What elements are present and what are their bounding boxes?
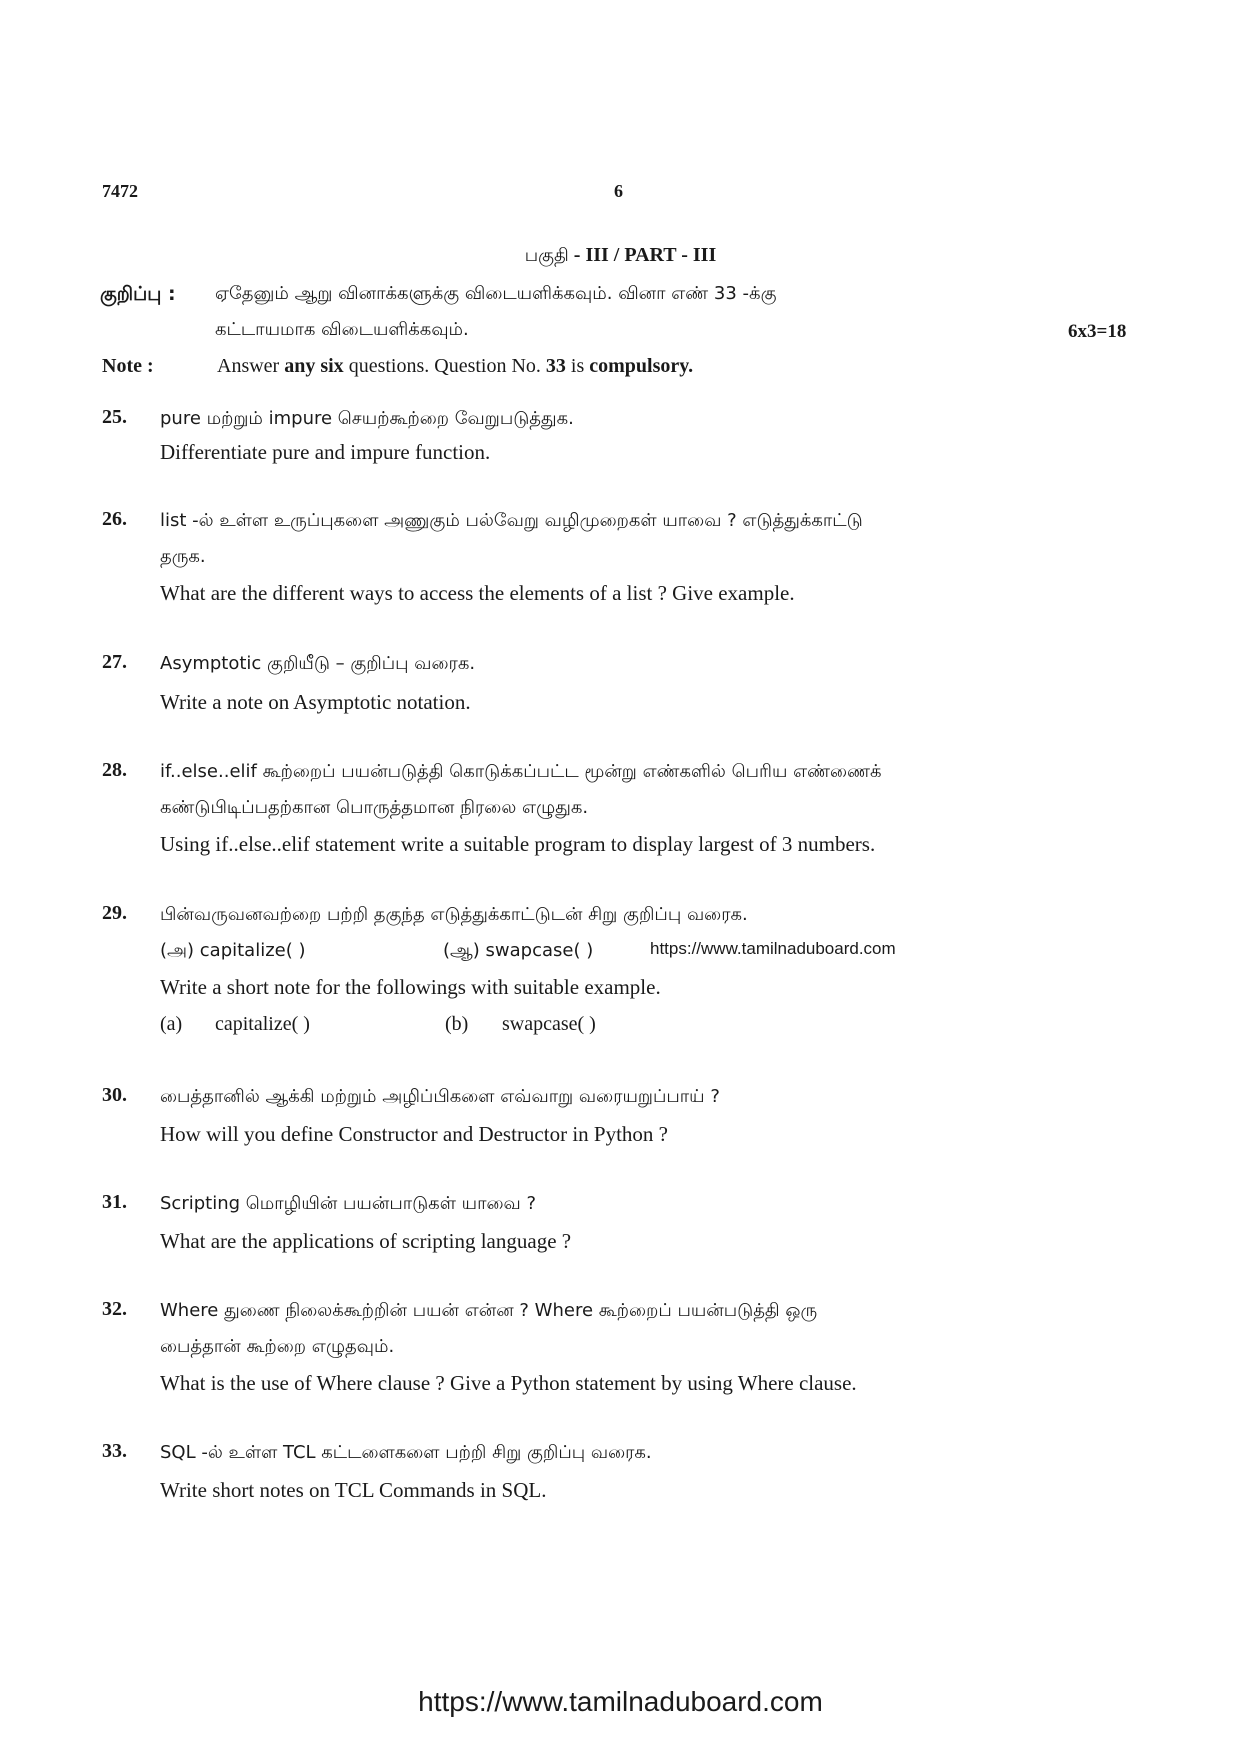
question-number: 26. — [102, 508, 127, 530]
page-number: 6 — [614, 181, 623, 201]
option-b-tamil: (ஆ) swapcase( ) — [443, 940, 594, 961]
question-number: 29. — [102, 902, 127, 924]
question-number: 31. — [102, 1191, 127, 1213]
question-tamil: Scripting மொழியின் பயன்பாடுகள் யாவை ? — [160, 1193, 537, 1214]
question-tamil: pure மற்றும் impure செயற்கூற்றை வேறுபடுத்துக. — [160, 408, 574, 429]
part-heading-english: - III / PART - III — [568, 244, 717, 266]
question-tamil: பைத்தானில் ஆக்கி மற்றும் அழிப்பிகளை எவ்வாறு வரையறுப்பாய் ? — [160, 1086, 720, 1107]
paper-code: 7472 — [102, 181, 138, 201]
option-a-text: capitalize( ) — [215, 1013, 310, 1035]
note-text-part: questions. Question No. — [343, 355, 546, 377]
question-tamil: SQL -ல் உள்ள TCL கட்டளைகளை பற்றி சிறு குறிப்பு வரைக. — [160, 1442, 652, 1463]
inline-url: https://www.tamilnaduboard.com — [650, 939, 896, 958]
question-tamil: தருக. — [160, 546, 206, 567]
instruction-tamil-line2: கட்டாயமாக விடையளிக்கவும். — [215, 319, 469, 340]
question-tamil: if..else..elif கூற்றைப் பயன்படுத்தி கொடுக்கப்பட்ட மூன்று எண்களில் பெரிய எண்ணைக் — [160, 761, 882, 782]
question-english: What are the applications of scripting language ? — [160, 1229, 572, 1253]
option-a-label: (a) — [160, 1013, 183, 1035]
note-label: Note : — [102, 355, 154, 377]
note-text-bold: any six — [284, 355, 344, 377]
note-text — [217, 355, 693, 378]
question-number: 27. — [102, 651, 127, 673]
option-b-text: swapcase( ) — [502, 1013, 596, 1035]
note-text-bold: 33 — [545, 355, 566, 377]
question-tamil: பின்வருவனவற்றை பற்றி தகுந்த எடுத்துக்காட்டுடன் சிறு குறிப்பு வரைக. — [160, 904, 748, 925]
question-tamil: Asymptotic குறியீடு – குறிப்பு வரைக. — [160, 653, 476, 674]
footer-url[interactable]: https://www.tamilnaduboard.com — [418, 1686, 823, 1717]
question-english: Write a note on Asymptotic notation. — [160, 690, 471, 714]
question-number: 25. — [102, 406, 127, 428]
question-number: 33. — [102, 1440, 127, 1462]
question-tamil: கண்டுபிடிப்பதற்கான பொருத்தமான நிரலை எழுதுக. — [160, 797, 589, 818]
note-text-part: Answer — [217, 355, 285, 377]
part-heading-tamil: பகுதி — [524, 245, 569, 266]
marks-scheme: 6x3=18 — [1068, 321, 1127, 342]
instruction-label-tamil: குறிப்பு : — [100, 283, 176, 305]
question-english: Differentiate pure and impure function. — [160, 440, 491, 464]
option-a-tamil: (அ) capitalize( ) — [160, 940, 306, 961]
question-tamil: பைத்தான் கூற்றை எழுதவும். — [160, 1336, 395, 1357]
note-text-bold: compulsory. — [589, 355, 694, 377]
instruction-tamil-line1: ஏதேனும் ஆறு வினாக்களுக்கு விடையளிக்கவும். வினா எண் 33 -க்கு — [215, 283, 777, 304]
question-english: What are the different ways to access the elements of a list ? Give example. — [160, 581, 795, 605]
question-english: Write short notes on TCL Commands in SQL. — [160, 1478, 547, 1502]
question-number: 32. — [102, 1298, 127, 1320]
question-english: How will you define Constructor and Destructor in Python ? — [160, 1122, 668, 1146]
question-english: Write a short note for the followings with suitable example. — [160, 975, 661, 999]
question-number: 30. — [102, 1084, 127, 1106]
option-b-label: (b) — [445, 1013, 469, 1035]
question-english: What is the use of Where clause ? Give a Python statement by using Where clause. — [160, 1371, 857, 1395]
part-heading — [0, 244, 1241, 268]
question-tamil: list -ல் உள்ள உருப்புகளை அணுகும் பல்வேறு வழிமுறைகள் யாவை ? எடுத்துக்காட்டு — [160, 510, 863, 531]
question-english: Using if..else..elif statement write a suitable program to display largest of 3 numbers. — [160, 832, 876, 856]
question-tamil: Where துணை நிலைக்கூற்றின் பயன் என்ன ? Where கூற்றைப் பயன்படுத்தி ஒரு — [160, 1300, 818, 1321]
note-text-part: is — [565, 355, 590, 377]
question-number: 28. — [102, 759, 127, 781]
